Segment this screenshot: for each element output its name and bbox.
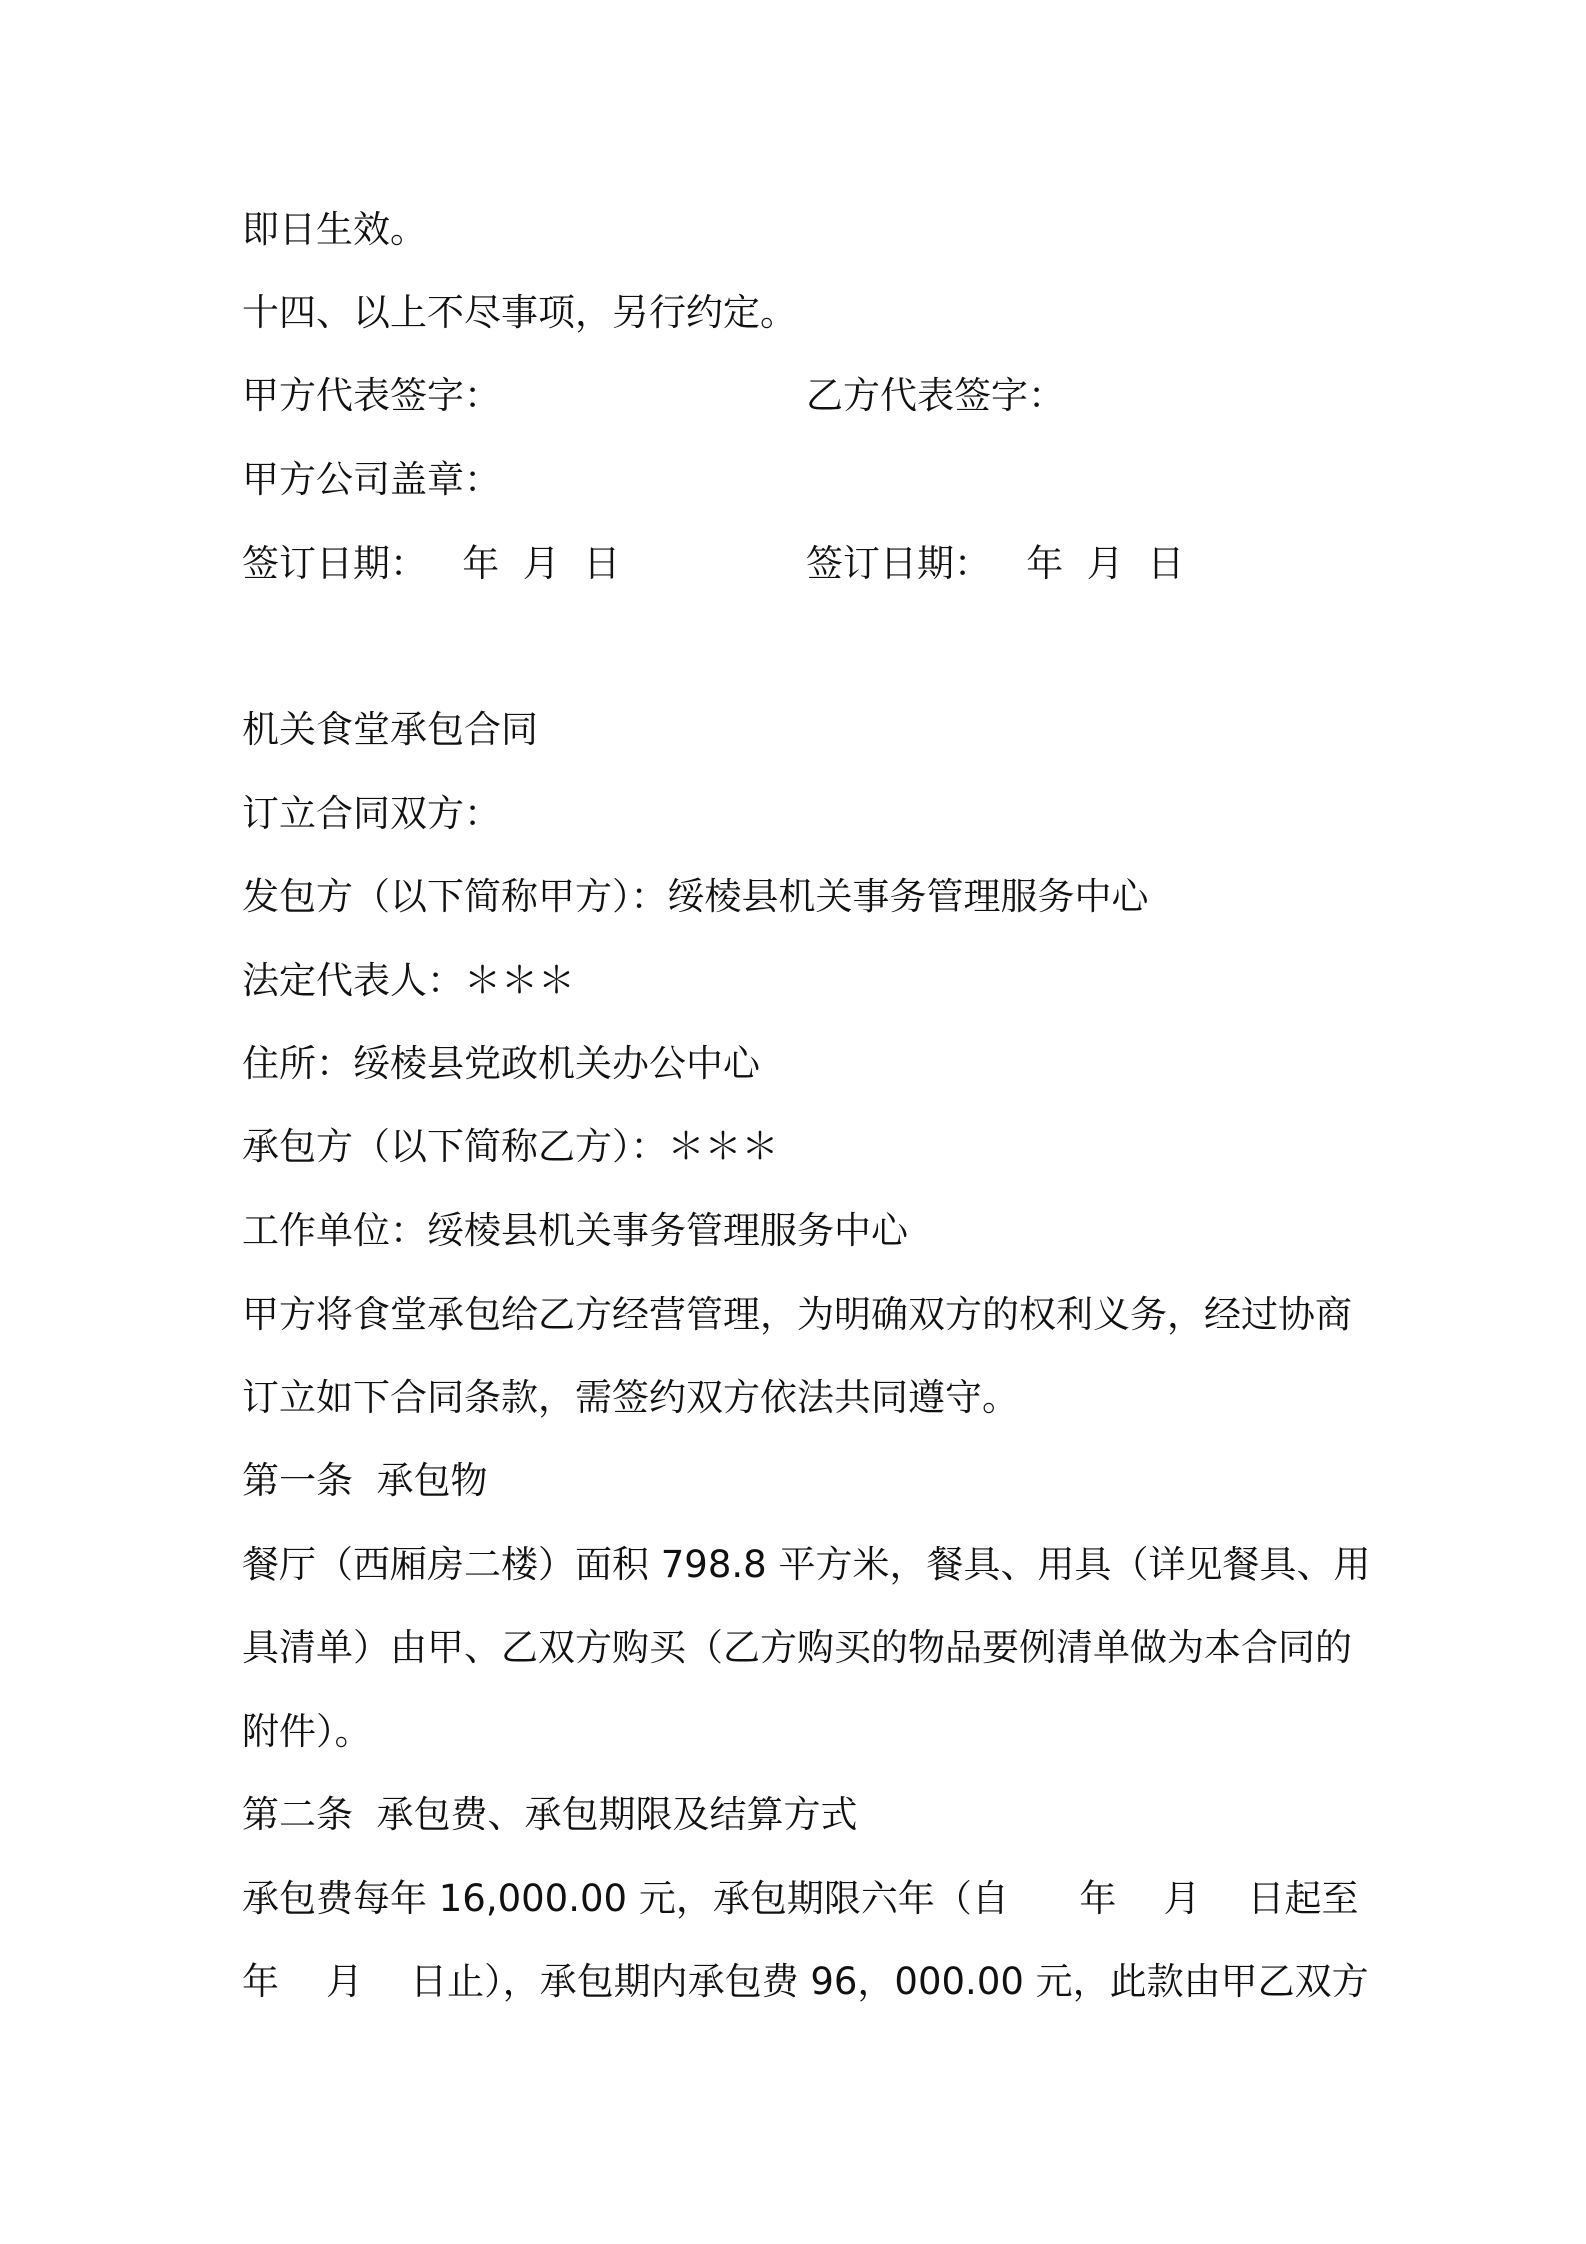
contract-parties-intro: 订立合同双方：: [242, 792, 501, 835]
article-2-line-1: 承包费每年 16,000.00 元，承包期限六年（自 年 月 日起至: [242, 1877, 1359, 1920]
party-b-representative-signature: 乙方代表签字：: [806, 374, 1065, 417]
article-1-line-1: 餐厅（西厢房二楼）面积 798.8 平方米，餐具、用具（详见餐具、用: [242, 1543, 1371, 1586]
article-1-line-2: 具清单）由甲、乙双方购买（乙方购买的物品要例清单做为本合同的: [242, 1626, 1352, 1669]
party-a-company-seal: 甲方公司盖章：: [242, 458, 501, 501]
article-2-title: 第二条 承包费、承包期限及结算方式: [242, 1793, 858, 1836]
address: 住所：绥棱县党政机关办公中心: [242, 1042, 760, 1085]
party-a-representative-signature: 甲方代表签字：: [242, 374, 501, 417]
article-1-title: 第一条 承包物: [242, 1459, 488, 1502]
signing-date-party-b: 签订日期： 年 月 日: [806, 542, 1185, 585]
preamble-line-2: 订立如下合同条款，需签约双方依法共同遵守。: [242, 1376, 1019, 1419]
article-1-line-3: 附件）。: [242, 1710, 372, 1753]
text-effective: 即日生效。: [242, 208, 427, 251]
preamble-line-1: 甲方将食堂承包给乙方经营管理，为明确双方的权利义务，经过协商: [242, 1293, 1352, 1336]
article-2-line-2: 年 月 日止），承包期内承包费 96，000.00 元，此款由甲乙双方: [242, 1960, 1369, 2003]
party-b-info: 承包方（以下简称乙方）：＊＊＊: [242, 1125, 779, 1168]
work-unit: 工作单位：绥棱县机关事务管理服务中心: [242, 1209, 908, 1252]
party-a-info: 发包方（以下简称甲方）：绥棱县机关事务管理服务中心: [242, 875, 1149, 918]
contract-title: 机关食堂承包合同: [242, 708, 538, 751]
signing-date-party-a: 签订日期： 年 月 日: [242, 542, 621, 585]
text-article-14: 十四、以上不尽事项，另行约定。: [242, 291, 797, 334]
legal-representative: 法定代表人：＊＊＊: [242, 959, 575, 1002]
